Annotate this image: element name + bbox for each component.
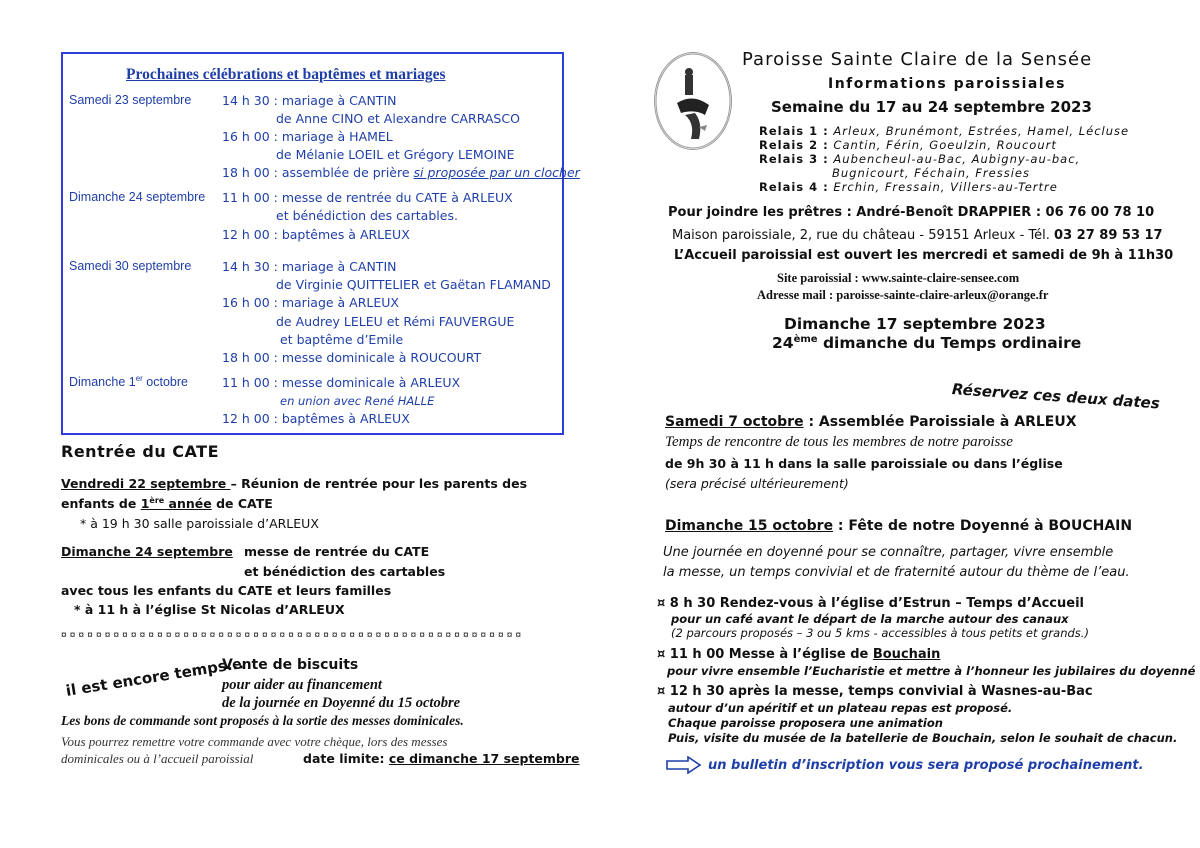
oct15-heading: Dimanche 15 octobre : Fête de notre Doyenné à BOUCHAIN <box>665 518 1133 534</box>
cate-line: enfants de 1ère année de CATE <box>61 496 273 512</box>
entry-line: 14 h 30 : mariage à CANTIN <box>222 259 397 274</box>
cate-title: Rentrée du CATE <box>61 442 220 461</box>
priests-contact: Pour joindre les prêtres : André-Benoît DRAPPIER : 06 76 00 78 10 <box>668 205 1155 220</box>
site-link[interactable]: Site paroissial : www.sainte-claire-sensee.com <box>777 271 1020 285</box>
biscuits-sub: de la journée en Doyenné du 15 octobre <box>222 695 461 711</box>
week-title: Semaine du 17 au 24 septembre 2023 <box>771 98 1092 116</box>
cate-line: * à 19 h 30 salle paroissiale d’ARLEUX <box>80 516 319 531</box>
entry-line: et bénédiction des cartables. <box>276 208 458 223</box>
entry-line: de Virginie QUITTELIER et Gaëtan FLAMAND <box>276 277 551 292</box>
relais-line: Relais 2 : Cantin, Férin, Goeulzin, Roucourt <box>759 138 1057 152</box>
stamp-text: il est encore temps... <box>64 654 245 700</box>
entry-line: 16 h 00 : mariage à HAMEL <box>222 129 393 144</box>
schedule-line: pour vivre ensemble l’Eucharistie et mettre à l’honneur les jubilaires du doyenné <box>667 664 1196 678</box>
schedule-head: ¤ 11 h 00 Messe à l’église de Bouchain <box>657 647 941 662</box>
cate-line: Vendredi 22 septembre – Réunion de rentrée pour les parents des <box>61 476 528 491</box>
oct15-line: la messe, un temps convivial et de fraternité autour du thème de l’eau. <box>663 565 1130 580</box>
entry-day: Dimanche 24 septembre <box>69 190 206 204</box>
separator: ¤ ¤ ¤ ¤ ¤ ¤ ¤ ¤ ¤ ¤ ¤ ¤ ¤ ¤ ¤ ¤ ¤ ¤ ¤ ¤ ¤ ¤ ¤ ¤ ¤ ¤ ¤ ¤ ¤ ¤ ¤ ¤ ¤ ¤ ¤ ¤ ¤ ¤ ¤ ¤ ¤ ¤ ¤ ¤ ¤ ¤ ¤ ¤ ¤ ¤ ¤ ¤ ¤ <box>61 630 522 641</box>
biscuits-bold-line: Les bons de commande sont proposés à la sortie des messes dominicales. <box>61 713 464 728</box>
opening-hours: L’Accueil paroissial est ouvert les mercredi et samedi de 9h à 11h30 <box>674 248 1174 263</box>
entry-line: en union avec René HALLE <box>280 394 435 408</box>
schedule-line: Chaque paroisse proposera une animation <box>668 716 943 730</box>
parish-name: Paroisse Sainte Claire de la Sensée <box>742 49 1093 70</box>
relais-line: Bugnicourt, Féchain, Fressies <box>832 166 1030 180</box>
parish-logo <box>654 52 732 150</box>
info-subtitle: Informations paroissiales <box>828 76 1066 92</box>
oct7-line: Temps de rencontre de tous les membres de notre paroisse <box>665 434 1013 450</box>
entry-day: Samedi 23 septembre <box>69 93 192 107</box>
entry-line: 11 h 00 : messe dominicale à ARLEUX <box>222 375 461 390</box>
entry-line: 16 h 00 : mariage à ARLEUX <box>222 295 399 310</box>
house-address: Maison paroissiale, 2, rue du château - 59151 Arleux - Tél. 03 27 89 53 17 <box>672 228 1163 243</box>
biscuits-note: dominicales ou à l’accueil paroissial <box>61 751 254 766</box>
entry-line: 14 h 30 : mariage à CANTIN <box>222 93 397 108</box>
schedule-head: ¤ 12 h 30 après la messe, temps convivial à Wasnes-au-Bac <box>657 684 1093 699</box>
biscuits-note: Vous pourrez remettre votre commande avec votre chèque, lors des messes <box>61 734 448 749</box>
bulletin-note: un bulletin d’inscription vous sera proposé prochainement. <box>708 758 1144 773</box>
biscuits-title: Vente de biscuits <box>222 657 359 673</box>
figure-icon <box>685 75 693 95</box>
schedule-head: ¤ 8 h 30 Rendez-vous à l’église d’Estrun – Temps d’Accueil <box>657 596 1084 611</box>
relais-line: Relais 3 : Aubencheul-au-Bac, Aubigny-au-bac, <box>759 152 1081 166</box>
entry-line: 18 h 00 : assemblée de prière si proposée par un clocher <box>222 165 580 180</box>
parish-logo-art <box>655 53 731 149</box>
relais-line: Relais 1 : Arleux, Brunémont, Estrées, Hamel, Lécluse <box>759 124 1130 138</box>
entry-line: 12 h 00 : baptêmes à ARLEUX <box>222 227 410 242</box>
entry-line: de Audrey LELEU et Rémi FAUVERGUE <box>276 314 515 329</box>
entry-day: Dimanche 1er octobre <box>69 374 188 390</box>
celebrations-title: Prochaines célébrations et baptêmes et mariages <box>126 66 446 83</box>
sunday-name: 24ème dimanche du Temps ordinaire <box>772 334 1082 353</box>
schedule-line: (2 parcours proposés – 3 ou 5 kms - accessibles à tous petits et grands.) <box>671 626 1089 640</box>
relais-line: Relais 4 : Erchin, Fressain, Villers-au-Tertre <box>759 180 1058 194</box>
schedule-line: Puis, visite du musée de la batellerie de Bouchain, selon le souhait de chacun. <box>668 731 1178 745</box>
arrow-right-icon <box>666 756 702 774</box>
oct7-line: (sera précisé ultérieurement) <box>665 476 849 491</box>
oct15-line: Une journée en doyenné pour se connaître, partager, vivre ensemble <box>663 545 1114 560</box>
oct7-heading: Samedi 7 octobre : Assemblée Paroissiale à ARLEUX <box>665 414 1077 430</box>
entry-line: et baptême d’Emile <box>280 332 404 347</box>
oct7-line: de 9h 30 à 11 h dans la salle paroissiale ou dans l’église <box>665 456 1063 471</box>
entry-line: 18 h 00 : messe dominicale à ROUCOURT <box>222 350 482 365</box>
entry-day: Samedi 30 septembre <box>69 259 192 273</box>
cate-date: Dimanche 24 septembre <box>61 544 233 559</box>
cate-line: et bénédiction des cartables <box>244 564 446 579</box>
biscuits-sub: pour aider au financement <box>222 677 382 693</box>
sunday-date: Dimanche 17 septembre 2023 <box>784 315 1046 333</box>
biscuits-deadline: date limite: ce dimanche 17 septembre <box>303 751 580 766</box>
schedule-line: pour un café avant le départ de la marche autour des canaux <box>671 612 1069 626</box>
entry-line: 11 h 00 : messe de rentrée du CATE à ARLEUX <box>222 190 513 205</box>
cate-line: messe de rentrée du CATE <box>244 544 430 559</box>
entry-line: de Mélanie LOEIL et Grégory LEMOINE <box>276 147 515 162</box>
entry-line: 12 h 00 : baptêmes à ARLEUX <box>222 411 410 426</box>
entry-line: de Anne CINO et Alexandre CARRASCO <box>276 111 520 126</box>
cate-line: avec tous les enfants du CATE et leurs familles <box>61 583 392 598</box>
reserve-dates: Réservez ces deux dates <box>951 380 1161 413</box>
mail-link[interactable]: Adresse mail : paroisse-sainte-claire-arleux@orange.fr <box>757 288 1049 302</box>
schedule-line: autour d’un apéritif et un plateau repas est proposé. <box>668 701 1013 715</box>
cate-line: * à 11 h à l’église St Nicolas d’ARLEUX <box>74 602 345 617</box>
